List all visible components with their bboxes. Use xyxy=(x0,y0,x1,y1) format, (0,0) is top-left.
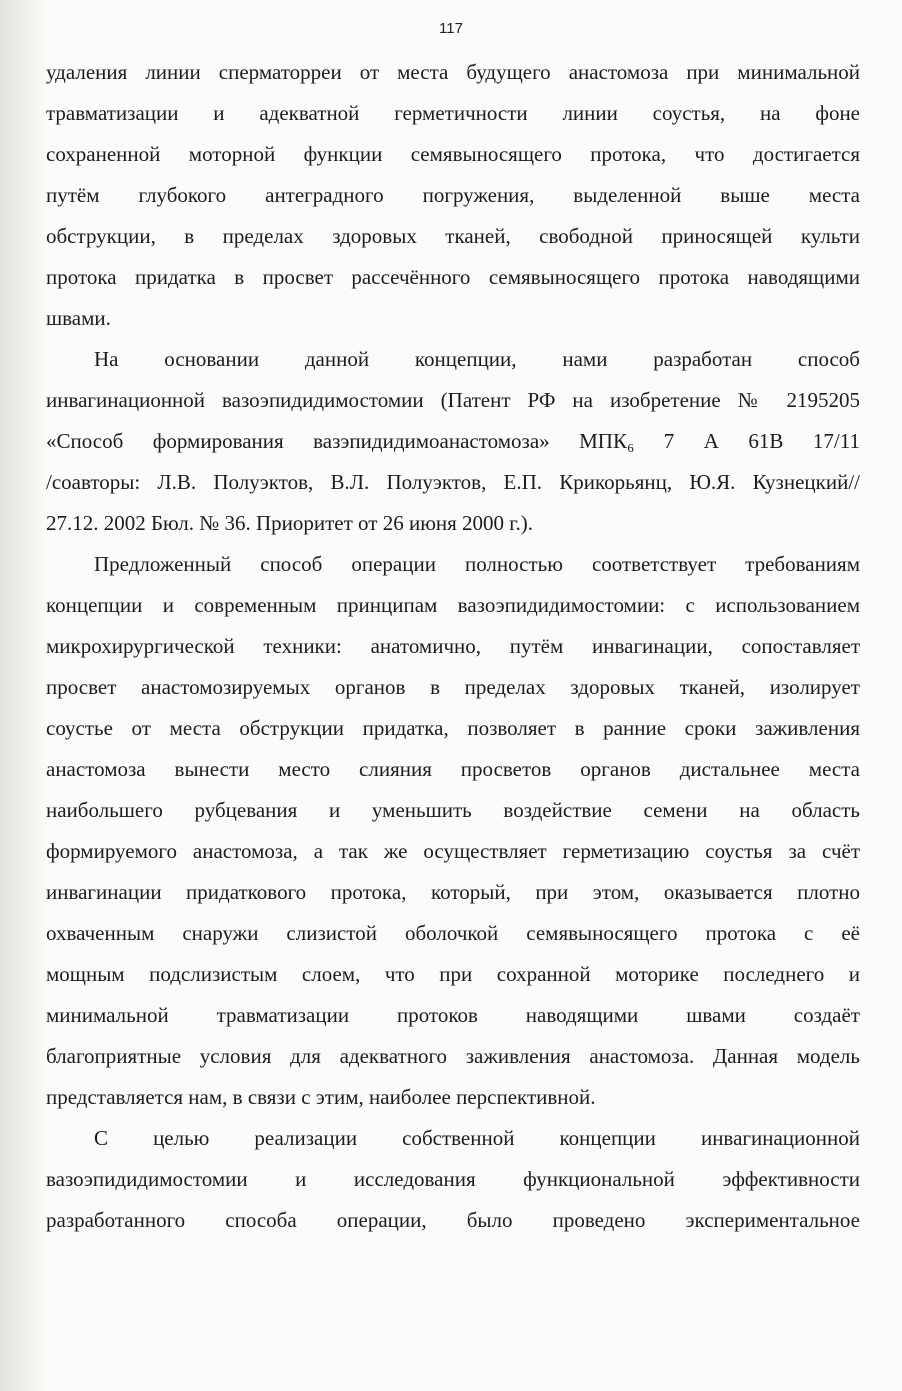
text-line: анастомоза вынести место слияния просветов органов дистальнее места xyxy=(46,757,860,781)
text-line: На основании данной концепции, нами разработан способ xyxy=(94,347,860,371)
text-line: травматизации и адекватной герметичности линии соустья, на фоне xyxy=(46,101,860,125)
text-line: концепции и современным принципам вазоэпидидимостомии: с использованием xyxy=(46,593,860,617)
text-line: швами. xyxy=(46,306,111,330)
text-line: «Способ формирования вазэпидидимоанастомоза» МПК₆ 7 А 61В 17/11 xyxy=(46,429,860,453)
scan-edge-shadow xyxy=(0,0,46,1391)
text-line: разработанного способа операции, было проведено экспериментальное xyxy=(46,1208,860,1232)
text-line: охваченным снаружи слизистой оболочкой семявыносящего протока с её xyxy=(46,921,860,945)
text-line: сохраненной моторной функции семявыносящего протока, что достигается xyxy=(46,142,860,166)
text-line: инвагинации придаткового протока, который, при этом, оказывается плотно xyxy=(46,880,860,904)
text-line: 27.12. 2002 Бюл. № 36. Приоритет от 26 июня 2000 г.). xyxy=(46,511,534,535)
text-line: путём глубокого антеградного погружения, выделенной выше места xyxy=(46,183,860,207)
text-line: формируемого анастомоза, а так же осуществляет герметизацию соустья за счёт xyxy=(46,839,860,863)
text-line: Предложенный способ операции полностью соответствует требованиям xyxy=(94,552,860,576)
text-line: наибольшего рубцевания и уменьшить воздействие семени на область xyxy=(46,798,860,822)
text-line: /соавторы: Л.В. Полуэктов, В.Л. Полуэктов, Е.П. Крикорьянц, Ю.Я. Кузнецкий// xyxy=(46,470,860,494)
text-line: удаления линии сперматорреи от места будущего анастомоза при минимальной xyxy=(46,60,860,84)
text-line: микрохирургической техники: анатомично, путём инвагинации, сопоставляет xyxy=(46,634,860,658)
text-line: представляется нам, в связи с этим, наиболее перспективной. xyxy=(46,1085,596,1109)
text-line: инвагинационной вазоэпидидимостомии (Патент РФ на изобретение № 2195205 xyxy=(46,388,860,412)
text-line: соустье от места обструкции придатка, позволяет в ранние сроки заживления xyxy=(46,716,860,740)
text-line: мощным подслизистым слоем, что при сохранной моторике последнего и xyxy=(46,962,860,986)
text-line: благоприятные условия для адекватного заживления анастомоза. Данная модель xyxy=(46,1044,860,1068)
text-line: вазоэпидидимостомии и исследования функциональной эффективности xyxy=(46,1167,860,1191)
text-line: С целью реализации собственной концепции инвагинационной xyxy=(94,1126,860,1150)
text-line: минимальной травматизации протоков наводящими швами создаёт xyxy=(46,1003,860,1027)
text-line: просвет анастомозируемых органов в пределах здоровых тканей, изолирует xyxy=(46,675,860,699)
text-line: протока придатка в просвет рассечённого семявыносящего протока наводящими xyxy=(46,265,860,289)
page-number: 117 xyxy=(439,20,463,37)
body-text xyxy=(46,52,860,1241)
text-line: обструкции, в пределах здоровых тканей, свободной приносящей культи xyxy=(46,224,860,248)
